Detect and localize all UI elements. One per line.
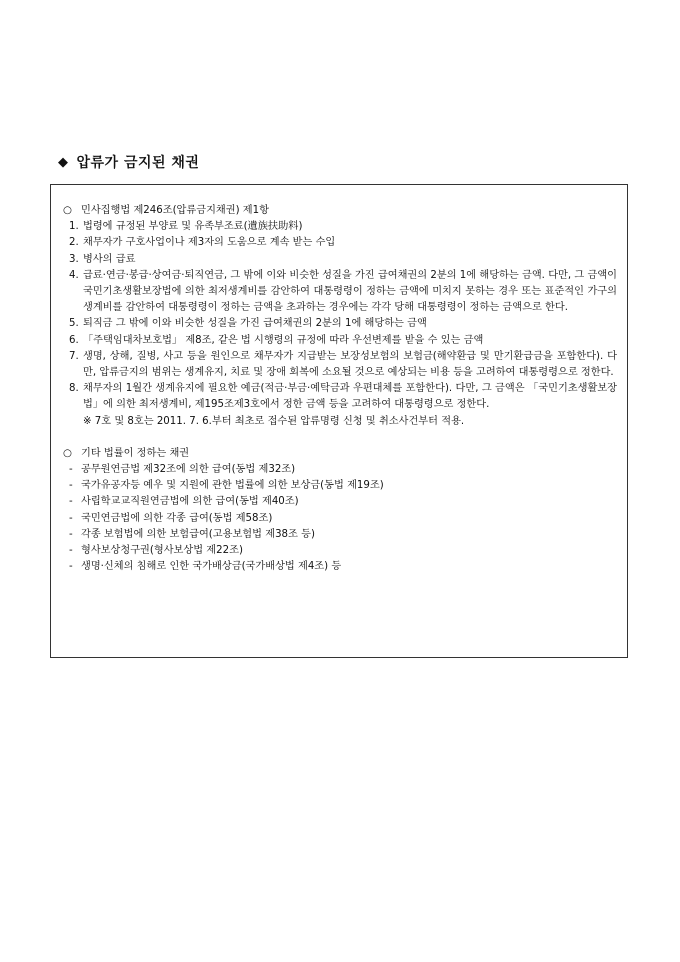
item-number: 4. xyxy=(69,269,79,281)
item-text: 공무원연금법 제32조에 의한 급여(동법 제32조) xyxy=(81,464,296,476)
item-text: 국민연금법에 의한 각종 급여(동법 제58조) xyxy=(81,512,273,524)
list-item xyxy=(63,333,617,349)
circle-bullet-icon: ○ xyxy=(63,205,72,216)
item-number: 8. xyxy=(69,383,79,395)
item-text: 퇴직금 그 밖에 이와 비슷한 성질을 가진 급여채권의 2분의 1에 해당하는 금액 xyxy=(83,318,427,330)
item-number: 6. xyxy=(69,334,79,346)
list-item xyxy=(63,316,617,332)
section-gap xyxy=(63,430,617,446)
item-text: 형사보상청구권(형사보상법 제22조) xyxy=(81,545,243,557)
item-number: 1. xyxy=(69,221,79,233)
section-title-civil-execution xyxy=(63,203,617,219)
list-item xyxy=(63,494,617,510)
heading-text: 압류가 금지된 채권 xyxy=(76,155,200,171)
list-item xyxy=(63,252,617,268)
item-text: 생명·신체의 침해로 인한 국가배상금(국가배상법 제4조) 등 xyxy=(81,561,342,573)
dash-bullet: - xyxy=(69,464,73,476)
section-title-text: 기타 법률이 정하는 채권 xyxy=(81,447,190,459)
list-item xyxy=(63,511,617,527)
list-item xyxy=(63,219,617,235)
section-title-other-laws xyxy=(63,446,617,462)
other-laws-list xyxy=(63,462,617,575)
civil-execution-list xyxy=(63,219,617,413)
item-number: 2. xyxy=(69,237,79,249)
item-text: 국가유공자등 예우 및 지원에 관한 법률에 의한 보상금(동법 제19조) xyxy=(81,480,384,492)
list-item xyxy=(63,268,617,317)
dash-bullet: - xyxy=(69,528,73,540)
item-text: 급료·연금·봉급·상여금·퇴직연금, 그 밖에 이와 비슷한 성질을 가진 급여채권의 2분의 1에 해당하는 금액. 다만, 그 금액이 국민기초생활보장법에 의한 최저생계비를 감안하여 대통령령이 정하는 금액에 미치지 못하는 경우 또는 표준적인 가구의 생계비를 감안하여 대통령령이 정하는 금액을 초과하는 경우에는 각각 당해 대통령령이 정하는 금액으로 한다. xyxy=(83,269,617,314)
item-number: 3. xyxy=(69,253,79,265)
list-item xyxy=(63,543,617,559)
list-item xyxy=(63,527,617,543)
item-text: 병사의 급료 xyxy=(83,253,136,265)
list-item xyxy=(63,462,617,478)
note-text: ※ 7호 및 8호는 2011. 7. 6.부터 최초로 접수된 압류명령 신청 및 취소사건부터 적용. xyxy=(83,415,465,427)
item-text: 각종 보험법에 의한 보험급여(고용보험법 제38조 등) xyxy=(81,528,315,540)
list-item xyxy=(63,381,617,413)
diamond-icon: ◆ xyxy=(58,154,69,170)
item-text: 생명, 상해, 질병, 사고 등을 원인으로 채무자가 지급받는 보장성보험의 보험금(해약환급 및 만기환급금을 포함한다). 다만, 압류금지의 범위는 생계유지, 치료 및 장애 회복에 소요될 것으로 예상되는 비용 등을 고려하여 대통령령으로 정한다. xyxy=(83,350,617,379)
list-item xyxy=(63,235,617,251)
list-item xyxy=(63,349,617,381)
item-text: 채무자가 구호사업이나 제3자의 도움으로 계속 받는 수입 xyxy=(83,237,336,249)
circle-bullet-icon: ○ xyxy=(63,447,72,459)
item-number: 7. xyxy=(69,350,79,362)
dash-bullet: - xyxy=(69,561,73,573)
dash-bullet: - xyxy=(69,480,73,492)
dash-bullet: - xyxy=(69,496,73,508)
dash-bullet: - xyxy=(69,512,73,524)
item-number: 5. xyxy=(69,318,79,330)
list-item xyxy=(63,559,617,575)
item-text: 「주택임대차보호법」 제8조, 같은 법 시행령의 규정에 따라 우선변제를 받을 수 있는 금액 xyxy=(83,334,484,346)
section-heading xyxy=(58,152,199,172)
list-item xyxy=(63,478,617,494)
item-text: 사립학교교직원연금법에 의한 급여(동법 제40조) xyxy=(81,496,299,508)
item-text: 채무자의 1월간 생계유지에 필요한 예금(적금·부금·예탁금과 우편대체를 포함한다). 다만, 그 금액은 「국민기초생활보장법」에 의한 최저생계비, 제195조제3호에서 정한 금액 등을 고려하여 대통령령으로 정한다. xyxy=(83,383,617,411)
dash-bullet: - xyxy=(69,545,73,557)
section-title-text: 민사집행법 제246조(압류금지채권) 제1항 xyxy=(81,205,269,216)
item-text: 법령에 규정된 부양료 및 유족부조료(遺族扶助料) xyxy=(83,221,303,233)
content-box xyxy=(50,184,628,658)
